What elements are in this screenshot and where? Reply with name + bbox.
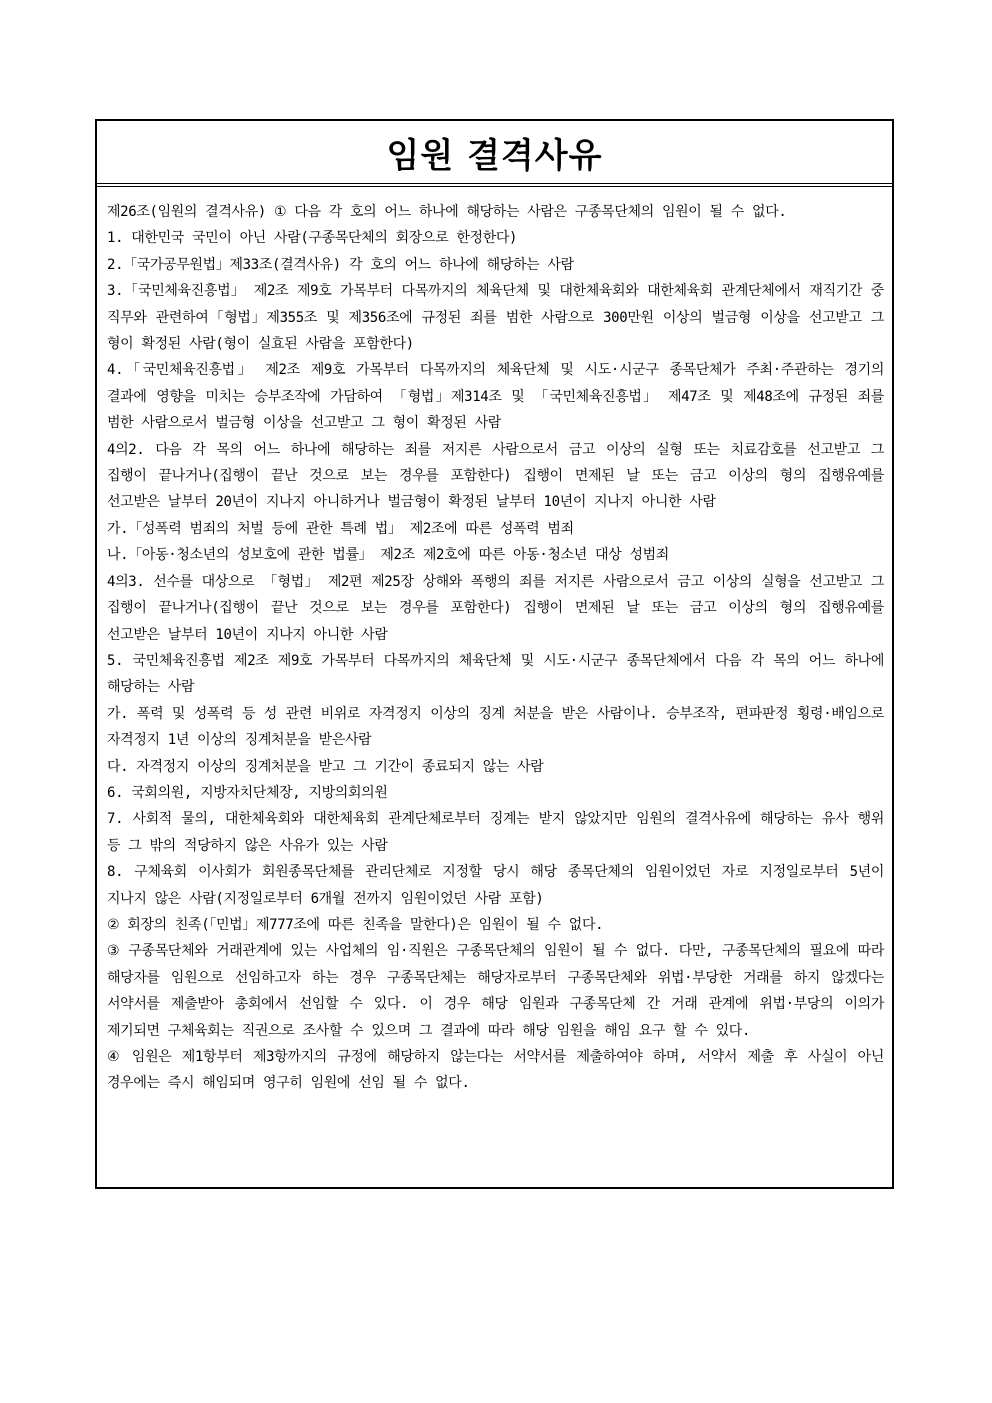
item-5-da: 다. 자격정지 이상의 징계처분을 받고 그 기간이 종료되지 않는 사람 (107, 758, 544, 775)
item-4: 4.「국민체육진흥법」 제2조 제9호 가목부터 다목까지의 체육단체 및 시도·시군구 종목단체가 주최·주관하는 경기의 결과에 영향을 미치는 승부조작에 가담하여 「형법」제314조 및 「국민체육진흥법」 제47조 및 제48조에 규정된 죄를 범한 사람으로서 벌금형 이상을 선고받고 그 형이 확정된 사람 (107, 362, 884, 432)
document-title: 임원 결격사유 (386, 135, 603, 176)
document-body (97, 187, 892, 1097)
item-5-ga: 가. 폭력 및 성폭력 등 성 관련 비위로 자격정지 이상의 징계 처분을 받은 사람이나. 승부조작, 편파판정 횡령·배임으로 자격정지 1년 이상의 징계처분을 받은사람 (107, 705, 884, 749)
item-8: 8. 구체육회 이사회가 회원종목단체를 관리단체로 지정할 당시 해당 종목단체의 임원이었던 자로 지정일로부터 5년이 지나지 않은 사람(지정일로부터 6개월 전까지 임원이었던 사람 포함) (107, 864, 884, 907)
title-cell (97, 121, 892, 184)
document-frame (95, 119, 894, 1189)
item-6: 6. 국회의원, 지방자치단체장, 지방의회의원 (107, 784, 388, 801)
item-4-2-ga: 가.「성폭력 범죄의 처벌 등에 관한 특례 법」 제2조에 따른 성폭력 범죄 (107, 520, 574, 537)
item-4-3: 4의3. 선수를 대상으로 「형법」 제2편 제25장 상해와 폭행의 죄를 저지른 사람으로서 금고 이상의 실형을 선고받고 그 집행이 끝나거나(집행이 끝난 것으로 보는 경우를 포함한다) 집행이 면제된 날 또는 금고 이상의 형의 집행유예를 선고받은 날부터 10년이 지나지 아니한 사람 (107, 573, 884, 643)
clause-2: ② 회장의 친족(「민법」제777조에 따른 친족을 말한다)은 임원이 될 수 없다. (107, 916, 604, 933)
item-5: 5. 국민체육진흥법 제2조 제9호 가목부터 다목까지의 체육단체 및 시도·시군구 종목단체에서 다음 각 목의 어느 하나에 해당하는 사람 (107, 652, 884, 696)
clause-3: ③ 구종목단체와 거래관계에 있는 사업체의 임·직원은 구종목단체의 임원이 될 수 없다. 다만, 구종목단체의 필요에 따라 해당자를 임원으로 선임하고자 하는 경우 구종목단체는 해당자로부터 구종목단체와 위법·부당한 거래를 하지 않겠다는 서약서를 제출받아 총회에서 선임할 수 있다. 이 경우 해당 임원과 구종목단체 간 거래 관계에 위법·부당의 이의가 제기되면 구체육회는 직권으로 조사할 수 있으며 그 결과에 따라 해당 임원을 해임 요구 할 수 있다. (107, 943, 884, 1039)
article-26-intro: 제26조(임원의 결격사유) ① 다음 각 호의 어느 하나에 해당하는 사람은 구종목단체의 임원이 될 수 없다. (107, 204, 787, 220)
item-4-2-na: 나.「아동·청소년의 성보호에 관한 법률」 제2조 제2호에 따른 아동·청소년 대상 성범죄 (107, 547, 669, 564)
item-3: 3.「국민체육진흥법」 제2조 제9호 가목부터 다목까지의 체육단체 및 대한체육회와 대한체육회 관계단체에서 재직기간 중 직무와 관련하여「형법」제355조 및 제356조에 규정된 죄를 범한 사람으로 300만원 이상의 벌금형 이상을 선고받고 그 형이 확정된 사람(형이 실효된 사람을 포함한다) (107, 283, 884, 353)
item-4-2: 4의2. 다음 각 목의 어느 하나에 해당하는 죄를 저지른 사람으로서 금고 이상의 실형 또는 치료감호를 선고받고 그 집행이 끝나거나(집행이 끝난 것으로 보는 경우를 포함한다) 집행이 면제된 날 또는 금고 이상의 형의 집행유예를 선고받은 날부터 20년이 지나지 아니하거나 벌금형이 확정된 날부터 10년이 지나지 아니한 사람 (107, 441, 884, 511)
item-2: 2.「국가공무원법」제33조(결격사유) 각 호의 어느 하나에 해당하는 사람 (107, 256, 574, 273)
item-7: 7. 사회적 물의, 대한체육회와 대한체육회 관계단체로부터 징계는 받지 않았지만 임원의 결격사유에 해당하는 유사 행위 등 그 밖의 적당하지 않은 사유가 있는 사람 (107, 811, 884, 854)
item-1: 1. 대한민국 국민이 아닌 사람(구종목단체의 회장으로 한정한다) (107, 230, 518, 247)
clause-4: ④ 임원은 제1항부터 제3항까지의 규정에 해당하지 않는다는 서약서를 제출하여야 하며, 서약서 제출 후 사실이 아닌 경우에는 즉시 해임되며 영구히 임원에 선임 될 수 없다. (107, 1049, 884, 1092)
